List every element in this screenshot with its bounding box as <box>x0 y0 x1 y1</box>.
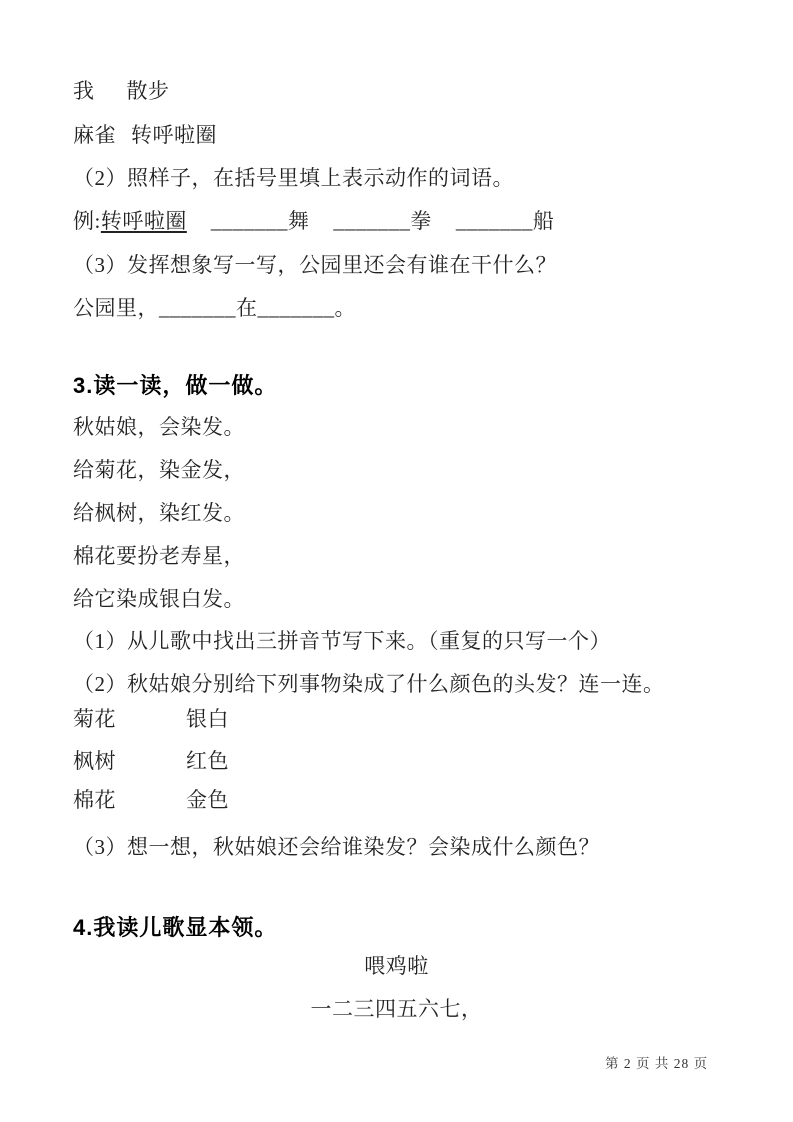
question-2-text: （2）照样子，在括号里填上表示动作的词语。 <box>73 166 514 190</box>
question-3-answer-line: 公园里，_______在_______。 <box>73 296 356 320</box>
pair-right: 散步 <box>126 79 170 103</box>
poem-line: 给菊花，染金发， <box>73 458 245 482</box>
poem-line: 秋姑娘，会染发。 <box>73 415 245 439</box>
answer-blank: _______ <box>455 209 533 233</box>
poem-line: 给它染成银白发。 <box>73 587 245 611</box>
match-color: 银白 <box>186 707 229 731</box>
example-word: 转呼啦圈 <box>100 209 187 233</box>
sub-question-2: （2）秋姑娘分别给下列事物染成了什么颜色的头发？连一连。 <box>73 672 665 696</box>
exercise-4-title: 4.我读儿歌显本领。 <box>73 915 278 940</box>
match-row <box>73 740 229 783</box>
pair-left: 麻雀 <box>73 123 116 147</box>
match-color: 红色 <box>186 749 229 773</box>
blank-suffix-word: 船 <box>532 209 555 233</box>
match-item: 菊花 <box>73 707 116 731</box>
example-label: 例: <box>73 209 101 233</box>
page-number: 第 2 页 共 28 页 <box>605 1056 709 1071</box>
song-title: 喂鸡啦 <box>364 954 429 978</box>
song-line: 一二三四五六七， <box>310 997 483 1021</box>
poem-line: 给枫树，染红发。 <box>73 501 245 525</box>
answer-blank: _______ <box>210 209 288 233</box>
blank-suffix-word: 拳 <box>410 209 432 233</box>
match-color: 金色 <box>186 788 229 812</box>
word-pair-row <box>73 114 217 157</box>
poem-line: 棉花要扮老寿星， <box>73 544 245 568</box>
exercise-3-title: 3.读一读，做一做。 <box>73 373 278 398</box>
match-row <box>73 779 229 822</box>
blank-suffix-word: 舞 <box>287 209 310 233</box>
word-pair-row <box>73 70 170 113</box>
sub-question-1: （1）从儿歌中找出三拼音节写下来。（重复的只写一个） <box>73 629 611 653</box>
match-item: 枫树 <box>73 749 116 773</box>
question-3-text: （3）发挥想象写一写，公园里还会有谁在干什么？ <box>73 253 557 277</box>
pair-right: 转呼啦圈 <box>131 123 217 147</box>
match-row <box>73 698 229 741</box>
answer-blank: _______ <box>333 209 411 233</box>
match-item: 棉花 <box>73 788 116 812</box>
sub-question-3: （3）想一想，秋姑娘还会给谁染发？会染成什么颜色？ <box>73 835 600 859</box>
example-fill-line <box>73 200 554 243</box>
pair-left: 我 <box>73 79 95 103</box>
